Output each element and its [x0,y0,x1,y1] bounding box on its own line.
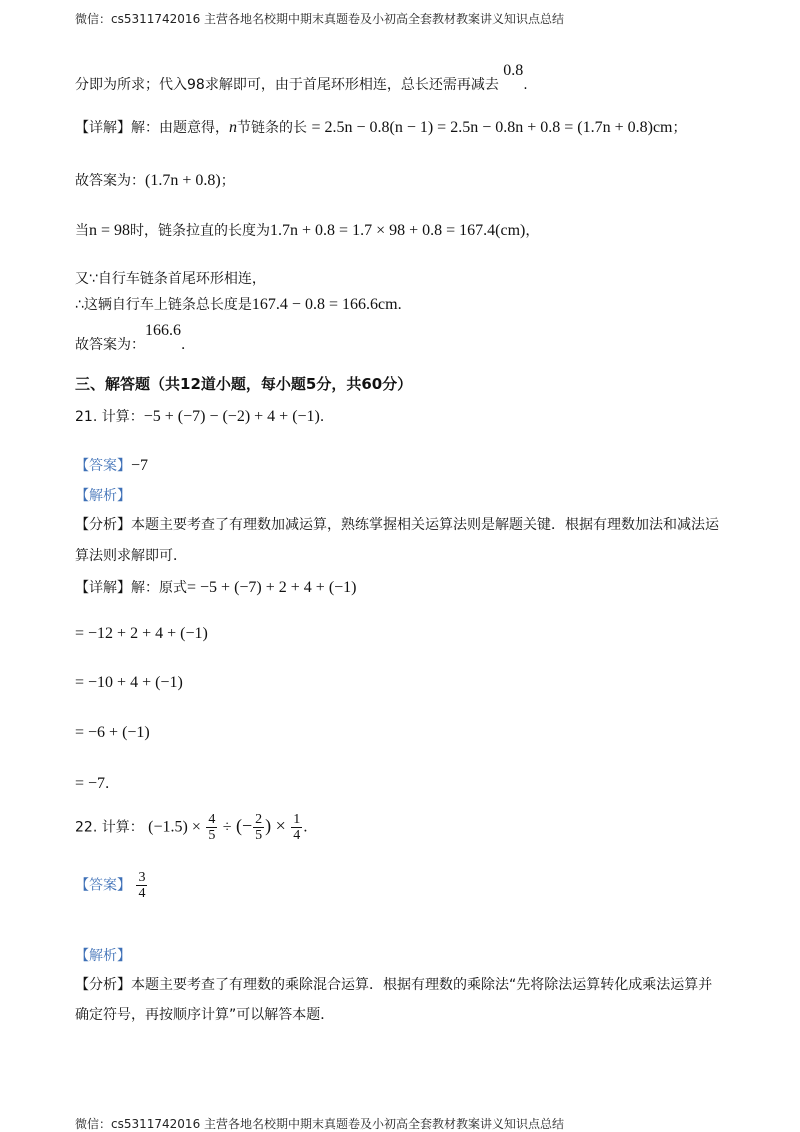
line-4: 当n = 98时，链条拉直的长度为1.7n + 0.8 = 1.7 × 98 + 0.8 = 167.4(cm)， [75,222,540,239]
q21-answer-line [75,455,148,475]
q21-step-4: = −7 [75,775,106,792]
q22-fraction-2 [253,812,264,843]
line-2-text-a: 解：由题意得， [131,120,229,136]
page-header: 微信：cs5311742016 主营各地名校期中期末真题卷及小初高全套教材教案讲义知识点总结 [75,12,565,26]
q22-jiexi-label: 【解析】 [75,948,131,964]
line-5: 又∵自行车链条首尾环形相连， [75,271,266,287]
q22-f2-num: 2 [255,812,263,827]
q21-expression: −5 + (−7) − (−2) + 4 + (−1) [143,408,320,425]
q22-fenxi-text-1: 本题主要考查了有理数的乘除混合运算．根据有理数的乘除法“先将除法运算转化成乘法运算并 [131,977,713,993]
line-7-math: 166.6 [145,322,181,339]
page-footer: 微信：cs5311742016 主营各地名校期中期末真题卷及小初高全套教材教案讲义知识点总结 [75,1117,565,1131]
question-21: 21. 计算：−5 + (−7) − (−2) + 4 + (−1)． [75,408,334,425]
q21-fenxi-text-1: 本题主要考查了有理数加减运算，熟练掌握相关运算法则是解题关键．根据有理数加法和减法运 [131,517,719,533]
line-6-math: 167.4 − 0.8 = 166.6cm [251,296,398,313]
q22-ans-den: 4 [138,886,146,901]
q21-detail-text: 解：原式 [131,580,187,596]
q22-f3-num: 1 [293,812,301,827]
q22-f2-den: 5 [255,828,263,843]
q21-answer-label: 【答案】 [75,458,131,474]
q22-f3-den: 4 [293,828,301,843]
question-22: 22. 计算： (−1.5) × $\frac{4}{5}$ ÷ (− $\frac{2}{5}$ ) × $\frac{1}{4}$ ． [75,812,318,843]
q22-answer-line [75,870,148,901]
line-1-math: 0.8 [503,62,524,79]
q22-paren-open: (− [236,815,253,836]
line-6: ∴这辆自行车上链条总长度是167.4 − 0.8 = 166.6cm． [75,296,412,313]
line-2-n: n [229,119,237,136]
line-2-math: = 2.5n − 0.8(n − 1) = 2.5n − 0.8n + 0.8 = (1.7n + 0.8)cm [311,119,673,136]
line-4-text-a: 当 [75,223,89,239]
q21-step-2: = −10 + 4 + (−1) [75,674,183,691]
line-3-math: (1.7n + 0.8) [145,172,221,189]
q22-ans-num: 3 [138,870,146,885]
section-title: 三、解答题（共12道小题，每小题5分，共60分） [75,375,413,393]
q21-answer-value: −7 [131,457,149,474]
q22-number: 22. 计算： [75,819,144,836]
line-4-math-b: 1.7n + 0.8 = 1.7 × 98 + 0.8 = 167.4(cm) [270,222,526,239]
q22-answer-fraction [136,870,147,901]
q21-fenxi-line-1 [75,514,719,534]
line-7: 故答案为：166.6． [75,322,195,353]
q22-part-a: (−1.5) × [148,818,201,836]
q21-fenxi-label: 【分析】 [75,517,131,533]
q22-paren-close: ) × [265,815,286,836]
q21-step-1: = −12 + 2 + 4 + (−1) [75,625,208,642]
q22-fenxi-line-2: 确定符号，再按顺序计算”可以解答本题． [75,1007,335,1023]
q21-step-3: = −6 + (−1) [75,724,150,741]
line-7-text: 故答案为： [75,337,145,353]
q22-fraction-1 [206,812,217,843]
q22-fenxi-line-1 [75,974,712,994]
q22-fenxi-label: 【分析】 [75,977,131,993]
line-6-text: ∴这辆自行车上链条总长度是 [75,297,252,313]
q22-divide: ÷ [222,818,232,836]
line-4-text-b: 时，链条拉直的长度为 [130,223,271,239]
line-1-text: 分即为所求；代入98求解即可，由于首尾环形相连，总长还需再减去 [75,77,499,93]
line-2: 【详解】解：由题意得，n节链条的长 = 2.5n − 0.8(n − 1) = 2.5n − 0.8n + 0.8 = (1.7n + 0.8)cm； [75,119,687,136]
q21-jiexi-label: 【解析】 [75,488,131,504]
line-3: 故答案为：(1.7n + 0.8)； [75,172,235,189]
q21-step-0: = −5 + (−7) + 2 + 4 + (−1) [187,579,357,596]
line-3-text: 故答案为： [75,173,145,189]
q21-fenxi-line-2: 算法则求解即可． [75,548,187,564]
q21-detail-label: 【详解】 [75,580,131,596]
detail-label: 【详解】 [75,120,131,136]
q22-answer-label: 【答案】 [75,877,131,894]
q21-step-4-line: = −7． [75,775,120,792]
q22-f1-num: 4 [208,812,216,827]
q21-detail-line [75,577,357,597]
q21-number: 21. 计算： [75,409,144,425]
q22-f1-den: 5 [208,828,216,843]
line-1: 分即为所求；代入98求解即可，由于首尾环形相连，总长还需再减去 0.8. [75,62,528,93]
q22-fraction-3 [291,812,302,843]
line-4-math-a: n = 98 [89,222,131,239]
line-2-text-b: 节链条的长 [237,120,307,136]
